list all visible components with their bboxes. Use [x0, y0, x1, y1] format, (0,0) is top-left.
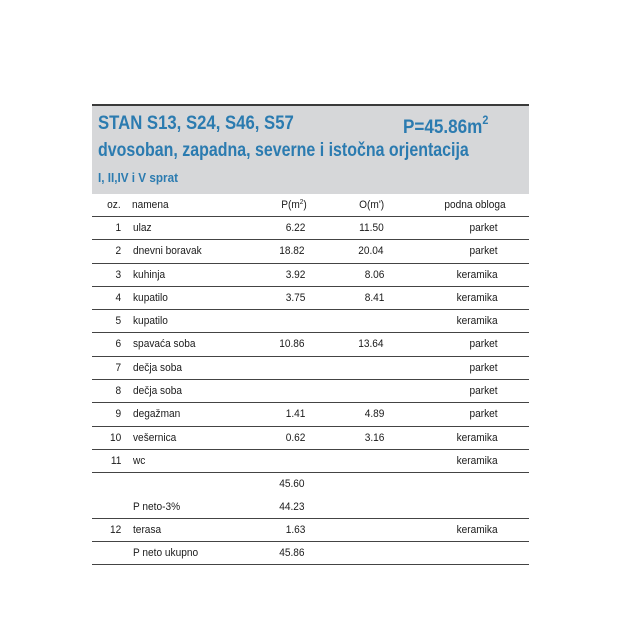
col-area: $P(m^2)$ [281, 199, 307, 211]
row-num: 9 [115, 408, 121, 421]
row-name: terasa [133, 523, 162, 536]
row-perimeter: 8.41 [364, 291, 384, 304]
row-name: vešernica [133, 431, 177, 444]
apartment-description: dvosoban, zapadna, severne i istočna orjentacija [98, 140, 469, 161]
row-area: 6.22 [285, 222, 305, 234]
row-area: 1.63 [285, 523, 305, 536]
row-name: dečja soba [133, 361, 182, 374]
table-row [92, 427, 529, 450]
row-area: 0.62 [285, 431, 305, 444]
table-header [92, 194, 529, 217]
row-name: kupatilo [133, 315, 168, 328]
row-area: 3.75 [285, 291, 305, 304]
table-row [92, 287, 529, 310]
apartment-title: STAN S13, S24, S46, S57 [98, 113, 294, 134]
total-label: P neto ukupno [133, 547, 199, 560]
row-name: wc [133, 454, 146, 467]
subtotal-row [92, 473, 529, 495]
row-flooring: parket [469, 245, 498, 258]
table-row [92, 310, 529, 333]
apartment-sheet [92, 104, 529, 565]
table-row [92, 357, 529, 380]
apartment-floors: I, II,IV i V sprat [98, 170, 178, 185]
col-flooring: podna obloga [444, 199, 506, 211]
table-row [92, 240, 529, 263]
table-row [92, 403, 529, 426]
terrace-row [92, 519, 529, 542]
subtotal-area: 45.60 [279, 478, 305, 491]
row-name: kuhinja [133, 268, 166, 281]
row-name: kupatilo [133, 291, 168, 304]
row-name: dečja soba [133, 385, 182, 398]
row-flooring: keramika [456, 315, 498, 328]
row-name: ulaz [133, 222, 152, 234]
row-perimeter: 4.89 [364, 408, 384, 421]
row-num: 5 [115, 315, 121, 328]
row-num: 7 [115, 361, 121, 374]
row-perimeter: 20.04 [358, 245, 384, 258]
row-area: 3.92 [285, 268, 305, 281]
table-row [92, 450, 529, 473]
row-num: 3 [115, 268, 121, 281]
row-perimeter: 11.50 [359, 222, 384, 234]
row-name: spavaća soba [133, 338, 196, 351]
row-perimeter: 13.64 [358, 338, 384, 351]
row-name: degažman [133, 408, 181, 421]
row-flooring: keramika [456, 431, 498, 444]
row-area: 10.86 [279, 338, 305, 351]
total-row [92, 542, 529, 565]
row-num: 8 [115, 385, 121, 398]
row-flooring: keramika [456, 454, 498, 467]
row-flooring: keramika [456, 268, 498, 281]
row-num: 11 [110, 454, 121, 467]
table-row [92, 380, 529, 403]
row-perimeter: 8.06 [364, 268, 384, 281]
row-area: 18.82 [279, 245, 305, 258]
col-perimeter: O(m') [359, 199, 384, 211]
total-area: 45.86 [279, 547, 305, 560]
row-flooring: keramika [456, 523, 498, 536]
row-perimeter: 3.16 [364, 431, 384, 444]
row-flooring: parket [469, 385, 498, 398]
row-area: 1.41 [285, 408, 305, 421]
row-num: 4 [115, 291, 121, 304]
row-flooring: keramika [456, 291, 498, 304]
neto-row [92, 496, 529, 519]
row-flooring: parket [469, 338, 498, 351]
col-name: namena [132, 199, 169, 211]
apartment-area: $P=45.86m^2$ [403, 113, 489, 138]
row-num: 1 [115, 222, 121, 234]
row-flooring: parket [469, 361, 498, 374]
neto-label: P neto-3% [133, 500, 181, 513]
table-body [92, 217, 529, 565]
row-num: 10 [109, 431, 121, 444]
row-num: 2 [115, 245, 121, 258]
table-row [92, 217, 529, 240]
neto-area: 44.23 [279, 500, 305, 513]
row-flooring: parket [469, 408, 498, 421]
row-num: 12 [109, 523, 121, 536]
table-row [92, 333, 529, 356]
table-row [92, 264, 529, 287]
col-num: oz. [107, 199, 121, 211]
apartment-header [92, 104, 529, 194]
row-num: 6 [115, 338, 121, 351]
row-flooring: parket [469, 222, 498, 234]
row-name: dnevni boravak [133, 245, 202, 258]
